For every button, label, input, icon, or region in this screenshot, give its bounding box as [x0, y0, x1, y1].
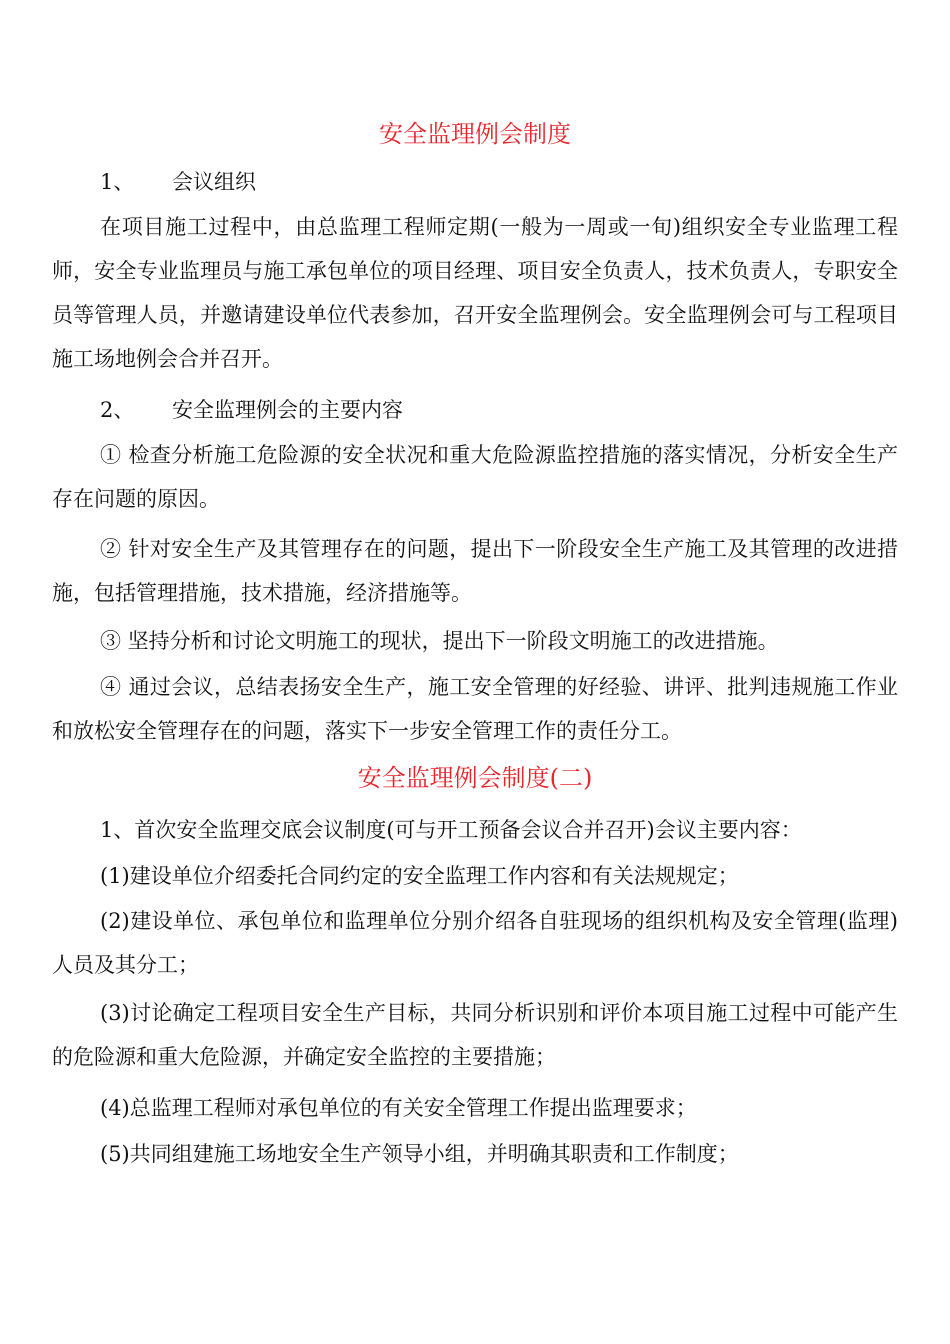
- section-heading-text: 会议组织: [172, 170, 256, 194]
- section-number: 1、: [100, 170, 135, 194]
- section-heading-1: [100, 167, 256, 197]
- list-item-3: ③ 坚持分析和讨论文明施工的现状，提出下一阶段文明施工的改进措施。: [100, 629, 779, 653]
- list-item-1: ① 检查分析施工危险源的安全状况和重大危险源监控措施的落实情况，分析安全生产存在问题的原因。: [52, 443, 898, 511]
- section-intro: 1、首次安全监理交底会议制度(可与开工预备会议合并召开)会议主要内容：: [100, 818, 802, 842]
- list-item-2: ② 针对安全生产及其管理存在的问题，提出下一阶段安全生产施工及其管理的改进措施，包括管理措施，技术措施，经济措施等。: [52, 537, 898, 605]
- section-heading-2: [100, 395, 403, 425]
- agenda-item-4: (4)总监理工程师对承包单位的有关安全管理工作提出监理要求；: [100, 1096, 697, 1120]
- agenda-item-2: (2)建设单位、承包单位和监理单位分别介绍各自驻现场的组织机构及安全管理(监理)人员及其分工；: [52, 909, 898, 977]
- paragraph-meeting-organization: 在项目施工过程中，由总监理工程师定期(一般为一周或一旬)组织安全专业监理工程师，安全专业监理员与施工承包单位的项目经理、项目安全负责人，技术负责人，专职安全员等管理人员，并邀请建设单位代表参加，召开安全监理例会。安全监理例会可与工程项目施工场地例会合并召开。: [52, 215, 898, 371]
- agenda-item-3: (3)讨论确定工程项目安全生产目标，共同分析识别和评价本项目施工过程中可能产生的危险源和重大危险源，并确定安全监控的主要措施；: [52, 1001, 898, 1069]
- list-item-4: ④ 通过会议，总结表扬安全生产，施工安全管理的好经验、讲评、批判违规施工作业和放松安全管理存在的问题，落实下一步安全管理工作的责任分工。: [52, 675, 898, 743]
- section-heading-text: 安全监理例会的主要内容: [172, 398, 403, 422]
- agenda-item-1: (1)建设单位介绍委托合同约定的安全监理工作内容和有关法规规定；: [100, 864, 739, 888]
- document-title: 安全监理例会制度: [379, 120, 571, 148]
- document-subtitle: 安全监理例会制度(二): [357, 764, 593, 792]
- agenda-item-5: (5)共同组建施工场地安全生产领导小组，并明确其职责和工作制度；: [100, 1142, 739, 1166]
- section-number: 2、: [100, 398, 135, 422]
